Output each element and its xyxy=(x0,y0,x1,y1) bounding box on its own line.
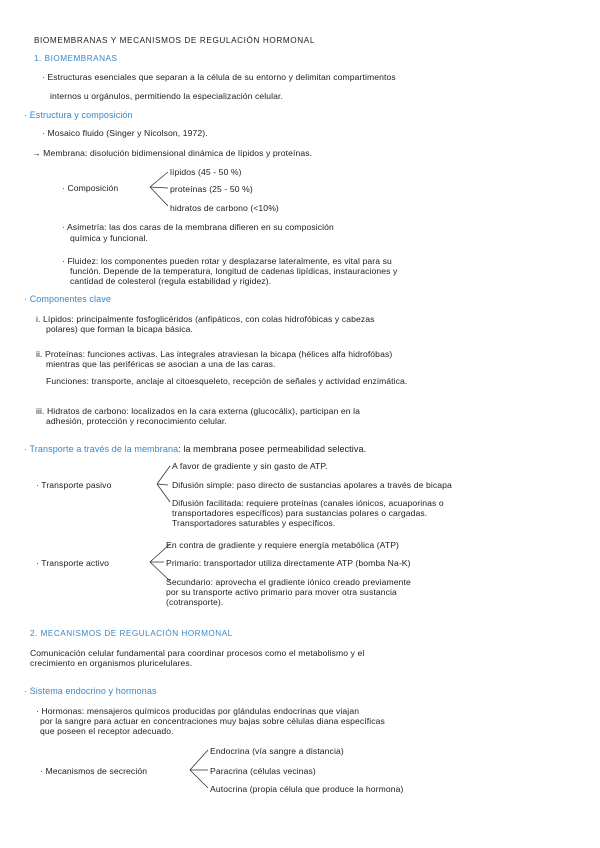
transporte-pasivo-label: · Transporte pasivo xyxy=(36,480,112,490)
mec-item-endocrina: Endocrina (vía sangre a distancia) xyxy=(210,746,344,756)
comp-item-hidratos: hidratos de carbono (<10%) xyxy=(170,203,279,213)
membrana-line: → Membrana: disolución bidimensional dinámica de lípidos y proteínas. xyxy=(32,148,313,158)
comp-item-lipidos: lípidos (45 - 50 %) xyxy=(170,167,242,177)
activo-item-secundario-3: (cotransporte). xyxy=(166,597,224,607)
hormonas-line1: · Hormonas: mensajeros químicos producidas por glándulas endocrinas que viajan xyxy=(36,706,360,716)
mosaico-line: · Mosaico fluido (Singer y Nicolson, 1972). xyxy=(42,128,208,138)
hormonas-line2: por la sangre para actuar en concentraciones muy bajas sobre células diana específicas xyxy=(40,716,385,726)
activo-item-contra-gradiente: En contra de gradiente y requiere energía metabólica (ATP) xyxy=(166,540,400,550)
sistema-heading: · Sistema endocrino y hormonas xyxy=(24,686,157,696)
mec-item-paracrina: Paracrina (células vecinas) xyxy=(210,766,316,776)
s2-intro-line2: crecimiento en organismos pluricelulares. xyxy=(30,658,193,668)
lipidos-line1: i. Lípidos: principalmente fosfoglicéridos (anfipáticos, con colas hidrofóbicas y cabezas xyxy=(36,314,375,324)
proteinas-line2: mientras que las periféricas se asocian a una de las caras. xyxy=(46,359,276,369)
activo-item-primario: Primario: transportador utiliza directamente ATP (bomba Na-K) xyxy=(166,558,411,568)
fluidez-line3: cantidad de colesterol (regula estabilidad y rigidez). xyxy=(70,276,272,286)
hormonas-line3: que poseen el receptor adecuado. xyxy=(40,726,174,736)
estructura-heading: · Estructura y composición xyxy=(24,110,133,120)
hidratos-line1: iii. Hidratos de carbono: localizados en la cara externa (glucocálix), participan en la xyxy=(36,406,360,416)
fluidez-line1: · Fluidez: los componentes pueden rotar y desplazarse lateralmente, es vital para su xyxy=(62,256,392,266)
page-title: BIOMEMBRANAS Y MECANISMOS DE REGULACIÓN HORMONAL xyxy=(34,36,315,45)
pasivo-item-difusion-simple: Difusión simple: paso directo de sustancias apolares a través de bicapa xyxy=(172,480,452,490)
pasivo-item-difusion-facilitada-3: Transportadores saturables y específicos. xyxy=(172,518,336,528)
transporte-heading-row xyxy=(24,444,366,455)
pasivo-item-gradiente: A favor de gradiente y sin gasto de ATP. xyxy=(172,461,328,471)
comp-item-proteinas: proteínas (25 - 50 %) xyxy=(170,184,253,194)
asimetria-line2: química y funcional. xyxy=(70,233,148,243)
hidratos-line2: adhesión, protección y reconocimiento celular. xyxy=(46,416,227,426)
s1-intro-line1: · Estructuras esenciales que separan a la célula de su entorno y delimitan compartimentos xyxy=(42,72,396,82)
pasivo-item-difusion-facilitada-1: Difusión facilitada: requiere proteínas (canales iónicos, acuaporinas o xyxy=(172,498,444,508)
composicion-label: · Composición xyxy=(62,183,119,193)
transporte-heading-rest: : la membrana posee permeabilidad selectiva. xyxy=(178,444,367,454)
transporte-heading: · Transporte a través de la membrana xyxy=(24,444,179,454)
section-1-heading: 1. BIOMEMBRANAS xyxy=(34,54,118,63)
componentes-heading: · Componentes clave xyxy=(24,294,111,304)
mecanismos-secrecion-label: · Mecanismos de secreción xyxy=(40,766,148,776)
activo-item-secundario-1: Secundario: aprovecha el gradiente iónico creado previamente xyxy=(166,577,411,587)
fluidez-line2: función. Depende de la temperatura, longitud de cadenas lipídicas, instauraciones y xyxy=(70,266,398,276)
proteinas-line1: ii. Proteínas: funciones activas. Las integrales atraviesan la bicapa (hélices alfa hidrofóbas) xyxy=(36,349,393,359)
activo-item-secundario-2: por su transporte activo primario para mover otra sustancia xyxy=(166,587,397,597)
funciones-line: Funciones: transporte, anclaje al citoesqueleto, recepción de señales y actividad enzimática. xyxy=(46,376,408,386)
pasivo-item-difusion-facilitada-2: transportadores específicos) para sustancias polares o cargadas. xyxy=(172,508,428,518)
asimetria-line1: · Asimetría: las dos caras de la membrana difieren en su composición xyxy=(62,222,334,232)
transporte-activo-label: · Transporte activo xyxy=(36,558,110,568)
lipidos-line2: polares) que forman la bicapa básica. xyxy=(46,324,194,334)
s1-intro-line2: internos u orgánulos, permitiendo la especialización celular. xyxy=(50,91,284,101)
s2-intro-line1: Comunicación celular fundamental para coordinar procesos como el metabolismo y el xyxy=(30,648,365,658)
mec-item-autocrina: Autocrina (propia célula que produce la hormona) xyxy=(210,784,404,794)
section-2-heading: 2. MECANISMOS DE REGULACIÓN HORMONAL xyxy=(30,629,233,638)
